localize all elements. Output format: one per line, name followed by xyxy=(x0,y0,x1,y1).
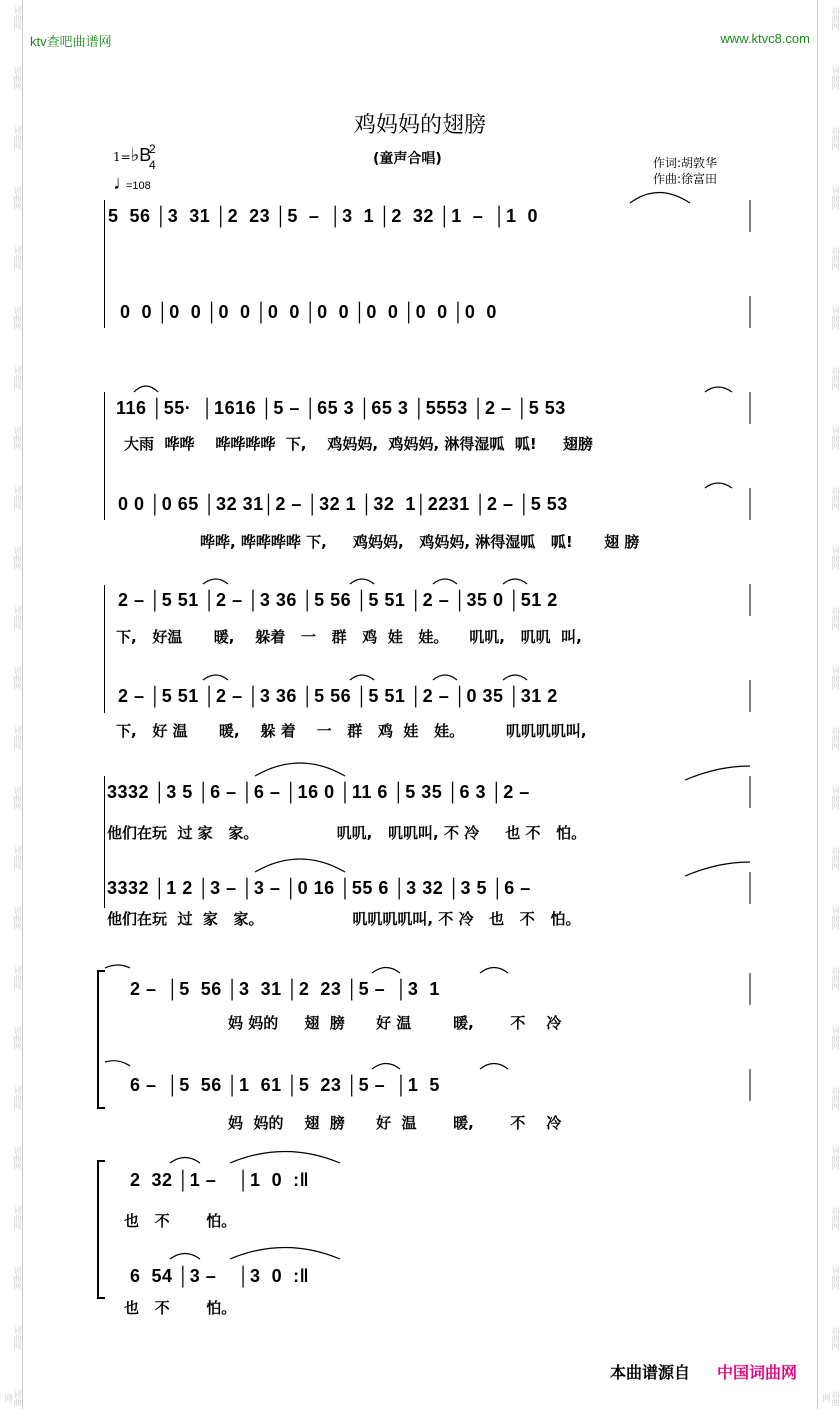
watermark-text: 词曲网 xyxy=(13,966,22,990)
watermark-text: 词曲网 xyxy=(831,786,840,810)
slur xyxy=(480,968,508,974)
system-6-upper-notes: 2 32 │1 – │1 0 :‖ xyxy=(130,1170,310,1190)
slur xyxy=(480,1064,508,1070)
quarter-note-icon: ♩ xyxy=(113,172,133,194)
watermark-text: 词曲网 xyxy=(13,1266,22,1290)
watermark-text: 词曲网 xyxy=(13,1146,22,1170)
slur xyxy=(705,483,732,488)
watermark-text: 词曲网 xyxy=(831,126,840,150)
slur xyxy=(433,675,457,680)
watermark-text: 词曲网 xyxy=(831,606,840,630)
slur xyxy=(134,386,158,392)
slur xyxy=(503,579,527,584)
lyricist-credit: 作词:胡敦华 xyxy=(653,156,718,170)
watermark-text: 词曲网 xyxy=(13,426,22,450)
slur xyxy=(203,579,228,584)
watermark-text: 词曲网 xyxy=(13,846,22,870)
watermark-text: 词曲网 xyxy=(831,846,840,870)
slur xyxy=(503,675,527,680)
system-6-upper-lyrics: 也 不 怕。 xyxy=(124,1212,237,1230)
slur xyxy=(705,387,732,392)
watermark-text: 词曲网 xyxy=(13,486,22,510)
watermark-text: 词曲网 xyxy=(13,246,22,270)
watermark-text: 词曲网 xyxy=(831,66,840,90)
system-2-lower-lyrics: 哗哗, 哗哗哗哗 下, 鸡妈妈, 鸡妈妈, 淋得湿呱 呱! 翅 膀 xyxy=(200,533,640,551)
system-6-lower-lyrics: 也 不 怕。 xyxy=(124,1299,237,1317)
system-2-lower-notes: 0 0 │0 65 │32 31│2 – │32 1 │32 1│2231 │2 – │5 53 xyxy=(118,494,568,514)
watermark-text: 词曲网 xyxy=(13,1026,22,1050)
time-numerator: 2 xyxy=(149,142,156,156)
slur xyxy=(630,193,690,204)
system-3-upper-lyrics: 下, 好温 暖, 躲着 一 群 鸡 娃 娃。 叽叽, 叽叽 叫, xyxy=(116,628,582,646)
slur xyxy=(372,968,400,974)
system-2-upper-lyrics: 大雨 哗哗 哗哗哗哗 下, 鸡妈妈, 鸡妈妈, 淋得湿呱 呱! 翅膀 xyxy=(124,435,593,453)
slur xyxy=(350,675,374,680)
watermark-text: 词曲网 xyxy=(831,546,840,570)
watermark-text: 词曲网 xyxy=(831,186,840,210)
watermark-text: 词曲网 xyxy=(831,486,840,510)
system-5-lower-lyrics: 妈 妈的 翅 膀 好 温 暖, 不 冷 xyxy=(228,1114,562,1132)
key-signature: 1=♭B 2 4 xyxy=(113,142,156,172)
system-4-upper-notes: 3332 │3 5 │6 – │6 – │16 0 │11 6 │5 35 │6 3 │2 – xyxy=(107,782,530,802)
slur xyxy=(685,766,750,780)
watermark-text: 词曲网 xyxy=(13,1326,22,1350)
watermark-text: 词曲网 xyxy=(831,6,840,30)
system-4-lower-notes: 3332 │1 2 │3 – │3 – │0 16 │55 6 │3 32 │3 5 │6 – xyxy=(107,878,531,898)
watermark-text: 词曲网 xyxy=(831,966,840,990)
slur xyxy=(230,1152,340,1164)
slur xyxy=(685,862,750,876)
system-3-lower-lyrics: 下, 好 温 暖, 躲 着 一 群 鸡 娃 娃。 叽叽叽叽叫, xyxy=(116,722,587,740)
watermark-text: 词曲网 xyxy=(831,246,840,270)
watermark-text: 词曲网 xyxy=(831,906,840,930)
footer-source-site[interactable]: 中国词曲网 xyxy=(717,1363,798,1382)
slur xyxy=(170,1254,200,1260)
system-1-upper-notes: 5 56 │3 31 │2 23 │5 – │3 1 │2 32 │1 – │1 0 xyxy=(108,206,538,226)
system-5-lower-notes: 6 – │5 56 │1 61 │5 23 │5 – │1 5 xyxy=(130,1075,440,1095)
song-title: 鸡妈妈的翅膀 xyxy=(353,113,486,138)
slur xyxy=(350,579,374,584)
watermark-text: 词曲网 xyxy=(831,1086,840,1110)
slur xyxy=(433,579,457,584)
watermark-text: 词曲网 xyxy=(831,1266,840,1290)
slur xyxy=(105,965,130,968)
system-3-lower-notes: 2 – │5 51 │2 – │3 36 │5 56 │5 51 │2 – │0 35 │31 2 xyxy=(118,686,558,706)
system-1-lower-notes: 0 0 │0 0 │0 0 │0 0 │0 0 │0 0 │0 0 │0 0 xyxy=(120,302,497,322)
site-name-left[interactable]: ktv查吧曲谱网 xyxy=(30,34,112,49)
watermark-text: 词曲网 xyxy=(13,186,22,210)
watermark-text: 词曲网 xyxy=(4,1389,22,1406)
watermark-text: 词曲网 xyxy=(831,666,840,690)
watermark-text: 词曲网 xyxy=(831,1206,840,1230)
watermark-text: 词曲网 xyxy=(13,786,22,810)
watermark-text: 词曲网 xyxy=(13,6,22,30)
composer-credit: 作曲:徐富田 xyxy=(653,172,718,186)
watermark-text: 词曲网 xyxy=(13,66,22,90)
watermark-text: 词曲网 xyxy=(13,606,22,630)
watermark-text: 词曲网 xyxy=(13,366,22,390)
watermark-text: 词曲网 xyxy=(13,126,22,150)
system-4-lower-lyrics: 他们在玩 过 家 家。 叽叽叽叽叫, 不 冷 也 不 怕。 xyxy=(107,910,581,928)
system-2-upper-notes: 116 │55· │1616 │5 – │65 3 │65 3 │5553 │2 – │5 53 xyxy=(116,398,566,418)
footer-source-label: 本曲谱源自 xyxy=(610,1363,691,1382)
watermark-text: 词曲网 xyxy=(13,306,22,330)
watermark-text: 词曲网 xyxy=(831,726,840,750)
watermark-text: 词曲网 xyxy=(831,366,840,390)
watermark-text: 词曲网 xyxy=(13,666,22,690)
slur xyxy=(255,859,345,872)
slur xyxy=(105,1061,130,1066)
system-5-upper-lyrics: 妈 妈的 翅 膀 好 温 暖, 不 冷 xyxy=(228,1014,562,1032)
watermark-text: 词曲网 xyxy=(831,1026,840,1050)
site-url-right[interactable]: www.ktvc8.com xyxy=(720,31,810,46)
watermark-text: 词曲网 xyxy=(13,546,22,570)
slur xyxy=(255,763,345,776)
slur xyxy=(230,1248,340,1260)
slur xyxy=(170,1158,200,1164)
watermark-text: 词曲网 xyxy=(831,1146,840,1170)
system-3-upper-notes: 2 – │5 51 │2 – │3 36 │5 56 │5 51 │2 – │35 0 │51 2 xyxy=(118,590,558,610)
watermark-text: 词曲网 xyxy=(831,306,840,330)
watermark-text: 词曲网 xyxy=(13,906,22,930)
time-denominator: 4 xyxy=(149,158,156,172)
song-subtitle: (童声合唱) xyxy=(373,151,442,167)
watermark-text: 词曲网 xyxy=(831,426,840,450)
watermark-text: 词曲网 xyxy=(822,1389,840,1406)
system-5-upper-notes: 2 – │5 56 │3 31 │2 23 │5 – │3 1 xyxy=(130,979,440,999)
slur xyxy=(372,1064,400,1070)
watermark-text: 词曲网 xyxy=(13,1206,22,1230)
watermark-text: 词曲网 xyxy=(13,1086,22,1110)
tempo-mark: =108 xyxy=(126,180,151,192)
watermark-text: 词曲网 xyxy=(831,1326,840,1350)
watermark-text: 词曲网 xyxy=(13,726,22,750)
system-4-upper-lyrics: 他们在玩 过 家 家。 叽叽, 叽叽叫, 不 冷 也 不 怕。 xyxy=(107,824,587,842)
slur xyxy=(203,675,228,680)
system-6-lower-notes: 6 54 │3 – │3 0 :‖ xyxy=(130,1266,310,1286)
